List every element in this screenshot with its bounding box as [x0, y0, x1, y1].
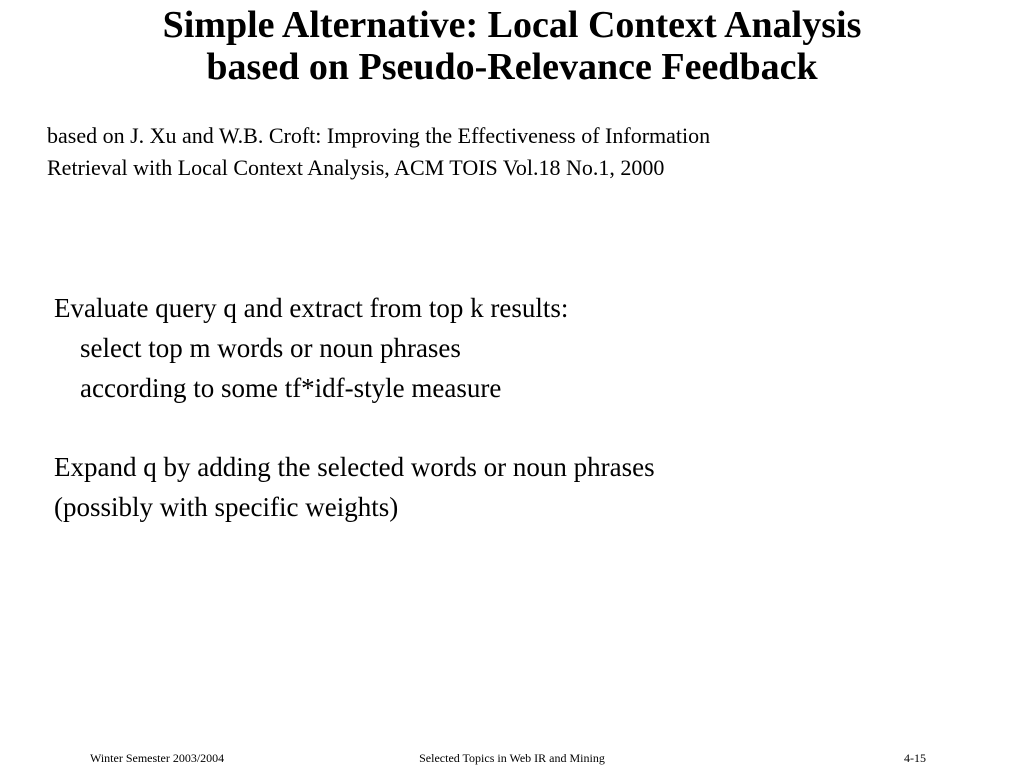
body-line: (possibly with specific weights): [54, 492, 399, 522]
body-line: Evaluate query q and extract from top k results:: [54, 293, 569, 323]
reference-line-1: based on J. Xu and W.B. Croft: Improving the Effectiveness of Information: [47, 123, 711, 148]
body-block-expand: [54, 447, 1004, 527]
slide-title: [0, 4, 1024, 88]
body-line-indented: select top m words or noun phrases: [80, 333, 461, 363]
slide-title-line-2: based on Pseudo-Relevance Feedback: [206, 46, 818, 88]
footer-semester: Winter Semester 2003/2004: [90, 751, 225, 765]
body-block-evaluate: [54, 288, 1004, 408]
reference-line-2: Retrieval with Local Context Analysis, ACM TOIS Vol.18 No.1, 2000: [47, 155, 665, 180]
footer-course-title: Selected Topics in Web IR and Mining: [419, 751, 605, 765]
body-line: Expand q by adding the selected words or noun phrases: [54, 452, 655, 482]
reference-citation: [47, 120, 1007, 184]
footer-page-number: 4-15: [904, 751, 926, 765]
body-line-indented: according to some tf*idf-style measure: [80, 373, 502, 403]
slide-title-line-1: Simple Alternative: Local Context Analysis: [162, 4, 862, 46]
